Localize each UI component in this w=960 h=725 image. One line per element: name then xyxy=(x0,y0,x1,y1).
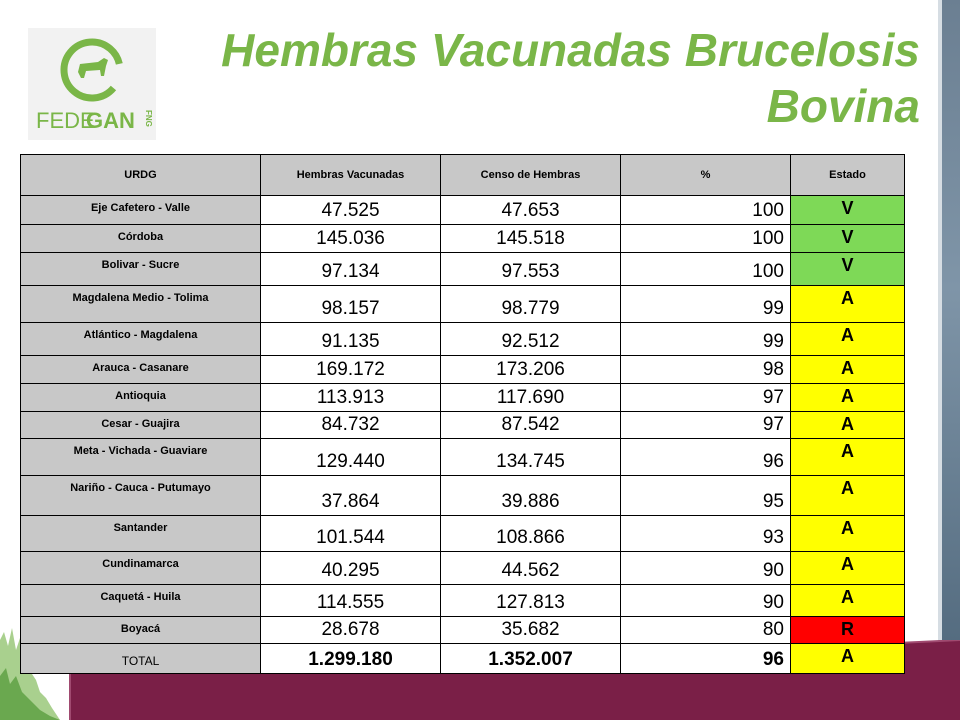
table-row xyxy=(21,323,905,356)
table-row xyxy=(21,384,905,412)
cell-urdg: Córdoba xyxy=(21,225,261,253)
logo-text-prefix: FEDE xyxy=(36,108,95,133)
cell-percent: 100 xyxy=(621,253,791,286)
cell-urdg: Cesar - Guajira xyxy=(21,412,261,439)
cell-censo-hembras: 98.779 xyxy=(441,286,621,323)
cell-hembras-vacunadas: 129.440 xyxy=(261,439,441,476)
header-censo-hembras: Censo de Hembras xyxy=(441,155,621,196)
cell-censo-hembras: 97.553 xyxy=(441,253,621,286)
cell-urdg: Boyacá xyxy=(21,617,261,644)
cell-urdg: Bolivar - Sucre xyxy=(21,253,261,286)
cell-urdg: Antioquia xyxy=(21,384,261,412)
header-hembras-vacunadas: Hembras Vacunadas xyxy=(261,155,441,196)
logo-text-small: FNG xyxy=(144,110,153,127)
cell-censo-hembras: 145.518 xyxy=(441,225,621,253)
cell-censo-hembras: 108.866 xyxy=(441,516,621,552)
cell-estado: A xyxy=(791,412,905,439)
cell-hembras-vacunadas: 91.135 xyxy=(261,323,441,356)
cell-urdg: Arauca - Casanare xyxy=(21,356,261,384)
cell-estado: A xyxy=(791,476,905,516)
cell-percent: 100 xyxy=(621,225,791,253)
cell-estado: A xyxy=(791,585,905,617)
cell-censo-hembras: 87.542 xyxy=(441,412,621,439)
cell-hembras-vacunadas: 84.732 xyxy=(261,412,441,439)
cell-estado: A xyxy=(791,384,905,412)
cell-censo-hembras: 47.653 xyxy=(441,196,621,225)
cell-urdg: Caquetá - Huila xyxy=(21,585,261,617)
table-row xyxy=(21,356,905,384)
page-title: Hembras Vacunadas Brucelosis Bovina xyxy=(221,24,920,132)
cell-percent: 93 xyxy=(621,516,791,552)
cell-hembras-vacunadas: 101.544 xyxy=(261,516,441,552)
vaccination-table-wrapper xyxy=(20,154,904,674)
table-row xyxy=(21,516,905,552)
cell-percent: 90 xyxy=(621,585,791,617)
cell-percent: 97 xyxy=(621,384,791,412)
cell-estado: A xyxy=(791,356,905,384)
table-row xyxy=(21,253,905,286)
cell-estado: V xyxy=(791,196,905,225)
cell-percent: 98 xyxy=(621,356,791,384)
table-body xyxy=(21,196,905,674)
cell-urdg: TOTAL xyxy=(21,644,261,674)
cell-censo-hembras: 127.813 xyxy=(441,585,621,617)
cell-estado: V xyxy=(791,253,905,286)
cell-hembras-vacunadas: 114.555 xyxy=(261,585,441,617)
cell-estado: A xyxy=(791,552,905,585)
cell-hembras-vacunadas: 40.295 xyxy=(261,552,441,585)
cell-hembras-vacunadas: 97.134 xyxy=(261,253,441,286)
cell-censo-hembras: 173.206 xyxy=(441,356,621,384)
cell-hembras-vacunadas: 28.678 xyxy=(261,617,441,644)
cell-percent: 80 xyxy=(621,617,791,644)
table-row xyxy=(21,439,905,476)
table-row xyxy=(21,552,905,585)
cell-censo-hembras: 39.886 xyxy=(441,476,621,516)
table-row xyxy=(21,476,905,516)
fedegan-logo xyxy=(28,28,156,140)
cell-censo-hembras: 117.690 xyxy=(441,384,621,412)
cell-estado: V xyxy=(791,225,905,253)
table-row xyxy=(21,286,905,323)
cell-estado: A xyxy=(791,644,905,674)
cell-censo-hembras: 134.745 xyxy=(441,439,621,476)
cell-estado: A xyxy=(791,323,905,356)
cell-censo-hembras: 1.352.007 xyxy=(441,644,621,674)
cell-urdg: Magdalena Medio - Tolima xyxy=(21,286,261,323)
cell-estado: R xyxy=(791,617,905,644)
table-total-row xyxy=(21,644,905,674)
cell-percent: 99 xyxy=(621,286,791,323)
cell-estado: A xyxy=(791,286,905,323)
cell-hembras-vacunadas: 169.172 xyxy=(261,356,441,384)
cell-estado: A xyxy=(791,439,905,476)
cell-percent: 100 xyxy=(621,196,791,225)
table-row xyxy=(21,412,905,439)
cell-percent: 97 xyxy=(621,412,791,439)
cell-hembras-vacunadas: 47.525 xyxy=(261,196,441,225)
cell-urdg: Santander xyxy=(21,516,261,552)
cell-estado: A xyxy=(791,516,905,552)
cell-hembras-vacunadas: 98.157 xyxy=(261,286,441,323)
cell-percent: 96 xyxy=(621,644,791,674)
header-urdg: URDG xyxy=(21,155,261,196)
cell-urdg: Nariño - Cauca - Putumayo xyxy=(21,476,261,516)
cell-urdg: Cundinamarca xyxy=(21,552,261,585)
cell-hembras-vacunadas: 145.036 xyxy=(261,225,441,253)
cell-censo-hembras: 44.562 xyxy=(441,552,621,585)
right-decorative-bar xyxy=(942,0,960,720)
cell-percent: 95 xyxy=(621,476,791,516)
table-row xyxy=(21,617,905,644)
cell-hembras-vacunadas: 113.913 xyxy=(261,384,441,412)
cell-censo-hembras: 92.512 xyxy=(441,323,621,356)
cell-urdg: Atlántico - Magdalena xyxy=(21,323,261,356)
cell-percent: 99 xyxy=(621,323,791,356)
cell-urdg: Eje Cafetero - Valle xyxy=(21,196,261,225)
vaccination-table xyxy=(20,154,905,674)
logo-text-bold: GAN xyxy=(86,108,135,133)
cell-censo-hembras: 35.682 xyxy=(441,617,621,644)
cell-hembras-vacunadas: 1.299.180 xyxy=(261,644,441,674)
cell-hembras-vacunadas: 37.864 xyxy=(261,476,441,516)
table-row xyxy=(21,585,905,617)
cell-percent: 90 xyxy=(621,552,791,585)
table-header-row xyxy=(21,155,905,196)
cell-percent: 96 xyxy=(621,439,791,476)
table-row xyxy=(21,196,905,225)
cell-urdg: Meta - Vichada - Guaviare xyxy=(21,439,261,476)
header-estado: Estado xyxy=(791,155,905,196)
table-row xyxy=(21,225,905,253)
header-percent: % xyxy=(621,155,791,196)
